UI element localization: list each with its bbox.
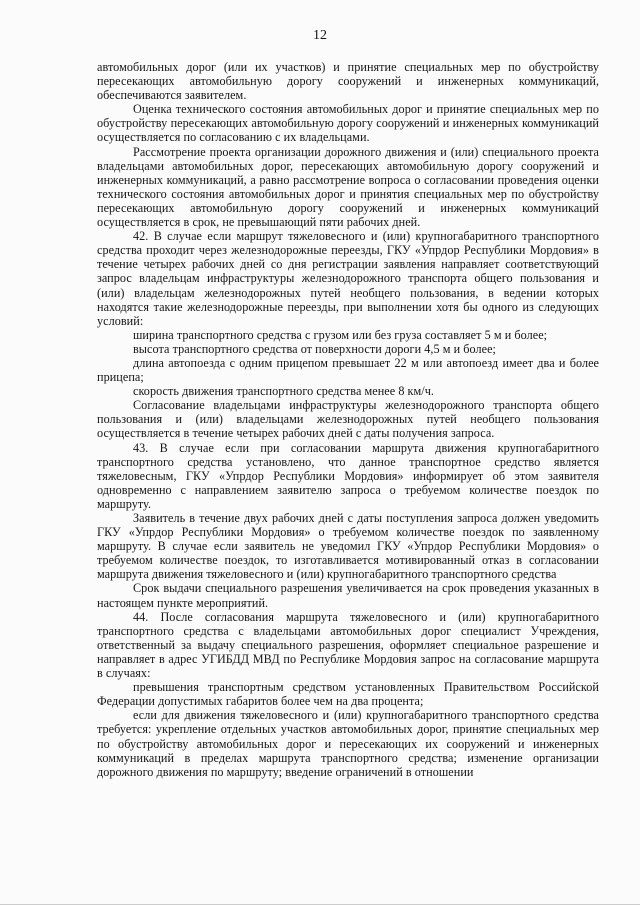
paragraph-item-44: 44. После согласования маршрута тяжеловесного и (или) крупногабаритного транспортного средства с владельцами автомобильных дорог специалист Учреждения, ответственный за выдачу специального разрешения, оформляет специальное разрешение и направляет в адрес УГИБДД МВД по Республике Мордовия запрос на согласование маршрута в случаях:	[97, 609, 599, 681]
paragraph-applicant-notice: Заявитель в течение двух рабочих дней с даты поступления запроса должен уведомить ГКУ «Упрдор Республики Мордовия» о требуемом количестве поездок по заявленному маршруту. В случае если заявитель не уведомил ГКУ «Упрдор Республики Мордовия» о требуемом количестве поездок, то изготавливается мотивированный отказ в согласовании маршрута движения тяжеловесного и (или) крупногабаритного транспортного средства	[97, 511, 599, 582]
condition-speed: скорость движения транспортного средства менее 8 км/ч.	[133, 384, 435, 399]
condition-length: длина автопоезда с одним прицепом превышает 22 м или автопоезд имеет два и более прицепа;	[97, 355, 599, 385]
page-number: 12	[313, 28, 327, 43]
paragraph-road-condition-assessment: Оценка технического состояния автомобильных дорог и принятие специальных мер по обустройству пересекающих автомобильную дорогу сооружений и инженерных коммуникаций осуществляется по согласованию с их владельцами.	[97, 102, 599, 145]
case-special-measures: если для движения тяжеловесного и (или) крупногабаритного транспортного средства требуется: укрепление отдельных участков автомобильных дорог, принятие специальных мер по обустройству автомобильных дорог и пересекающих их сооружений и инженерных коммуникаций в пределах маршрута транспортного средства; изменение организации дорожного движения по маршруту; введение ограничений в отношении	[97, 708, 599, 779]
condition-width: ширина транспортного средства с грузом или без груза составляет 5 м и более;	[133, 327, 548, 342]
paragraph-railway-approval: Согласование владельцами инфраструктуры железнодорожного транспорта общего пользования и (или) владельцами железнодорожных путей необщего пользования осуществляется в течение четырех рабочих дней с даты получения запроса.	[97, 398, 599, 441]
document-body	[97, 60, 599, 779]
paragraph-term-extension: Срок выдачи специального разрешения увеличивается на срок проведения указанных в настоящем пункте мероприятий.	[97, 581, 599, 610]
paragraph-item-43: 43. В случае если при согласовании маршрута движения крупногабаритного транспортного средства установлено, что данное транспортное средство является тяжеловесным, ГКУ «Упрдор Республики Мордовия» информирует об этом заявителя одновременно с направлением заявителю запроса о требуемом количестве поездок по маршруту.	[97, 440, 599, 511]
paragraph-project-review: Рассмотрение проекта организации дорожного движения и (или) специального проекта владельцами автомобильных дорог, пересекающих автомобильную дорогу сооружений и инженерных коммуникаций, а равно рассмотрение вопроса о согласовании проведения оценки технического состояния автомобильных дорог и принятия специальных мер по обустройству пересекающих автомобильную дорогу сооружений и инженерных коммуникаций осуществляется в срок, не превышающий пяти рабочих дней.	[97, 144, 599, 230]
condition-height: высота транспортного средства от поверхности дороги 4,5 м и более;	[133, 341, 496, 356]
paragraph-continuation: автомобильных дорог (или их участков) и принятие специальных мер по обустройству пересекающих автомобильную дорогу сооружений и инженерных коммуникаций, обеспечиваются заявителем.	[97, 60, 599, 103]
case-dimension-excess: превышения транспортным средством установленных Правительством Российской Федерации допустимых габаритов более чем на два процента;	[97, 680, 599, 709]
paragraph-item-42: 42. В случае если маршрут тяжеловесного и (или) крупногабаритного транспортного средства проходит через железнодорожные переезды, ГКУ «Упрдор Республики Мордовия» в течение четырех рабочих дней со дня регистрации заявления направляет соответствующий запрос владельцам инфраструктуры железнодорожного транспорта общего пользования и (или) владельцам железнодорожных путей необщего пользования, в ведении которых находятся такие железнодорожные переезды, при выполнении хотя бы одного из следующих условий:	[97, 229, 599, 328]
